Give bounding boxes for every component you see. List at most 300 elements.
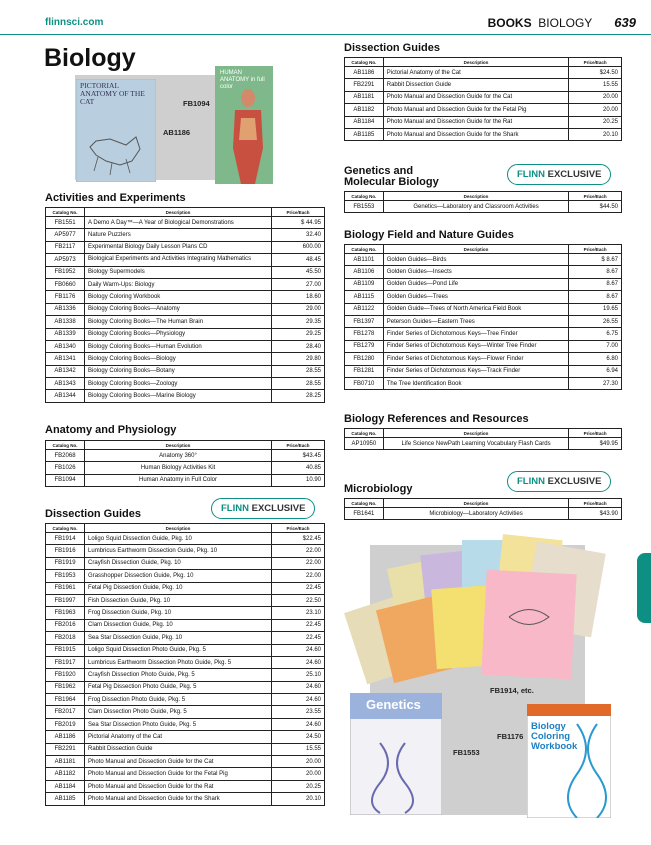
table-row: [345, 278, 622, 290]
price: 26.55: [569, 315, 622, 327]
human-book-title: HUMAN ANATOMY in full color: [220, 70, 265, 90]
price: 22.00: [271, 545, 324, 557]
description: Biology Coloring Books—Zoology: [85, 378, 272, 390]
description: Experimental Biology Daily Lesson Plans CD: [85, 241, 272, 253]
table-row: [46, 266, 325, 278]
price: 6.94: [569, 365, 622, 377]
description: Grasshopper Dissection Guide, Pkg. 10: [85, 570, 272, 582]
price: 22.45: [271, 619, 324, 631]
table-row: [345, 266, 622, 278]
catalog-number: FB2016: [46, 619, 85, 631]
section-title-dissection: Dissection Guides: [45, 508, 141, 520]
description: Photo Manual and Dissection Guide for the Fetal Pig: [383, 104, 569, 116]
catalog-number: FB2017: [46, 706, 85, 718]
price: 40.85: [271, 462, 324, 474]
price: 20.10: [271, 793, 324, 805]
header-section: BOOKS: [487, 16, 532, 30]
catalog-number: AP10950: [345, 438, 384, 450]
table-header-row: [345, 429, 622, 438]
image-label-fb1176: FB1176: [497, 732, 524, 741]
column-header-catalog: Catalog No.: [345, 58, 384, 67]
table-row: [46, 731, 325, 743]
description: Finder Series of Dichotomous Keys—Winter Tree Finder: [383, 340, 569, 352]
dissection-guides-table: [45, 523, 325, 806]
price: 24.60: [271, 644, 324, 656]
genetics-book-title: Genetics: [366, 697, 421, 712]
flinn-word: FLINN: [221, 503, 249, 514]
description: Clam Dissection Photo Guide, Pkg. 5: [85, 706, 272, 718]
table-row: [46, 450, 325, 462]
price: $43.90: [569, 508, 622, 520]
microbiology-table: [344, 498, 622, 520]
price: 25.10: [271, 669, 324, 681]
description: Biology Coloring Books—Anatomy: [85, 303, 272, 315]
description: Biology Coloring Books—Botany: [85, 365, 272, 377]
column-header-description: Description: [383, 192, 569, 201]
catalog-number: FB1964: [46, 694, 85, 706]
catalog-number: AB1182: [345, 104, 384, 116]
description: Nature Puzzlers: [85, 229, 272, 241]
table-row: [46, 768, 325, 780]
price: 24.60: [271, 694, 324, 706]
table-row: [345, 79, 622, 91]
catalog-number: AP5973: [46, 254, 85, 266]
page-title: Biology: [44, 44, 136, 72]
catalog-number: FB0710: [345, 377, 384, 389]
description: Golden Guides—Birds: [383, 254, 569, 266]
description: Biology Coloring Books—Human Evolution: [85, 340, 272, 352]
price: 32.40: [271, 229, 324, 241]
catalog-number: AB1343: [46, 378, 85, 390]
price: $24.50: [569, 67, 622, 79]
catalog-number: AB1342: [46, 365, 85, 377]
description: Pictorial Anatomy of the Cat: [85, 731, 272, 743]
price: 22.00: [271, 557, 324, 569]
catalog-number: FB1026: [46, 462, 85, 474]
genetics-title-line1: Genetics and: [344, 165, 414, 177]
table-row: [345, 365, 622, 377]
description: Life Science NewPath Learning Vocabulary Flash Cards: [383, 438, 569, 450]
price: 20.00: [271, 756, 324, 768]
column-header-price: Price/Each: [569, 58, 622, 67]
column-header-catalog: Catalog No.: [46, 441, 85, 450]
description: Biology Coloring Books—The Human Brain: [85, 316, 272, 328]
price: 29.35: [271, 316, 324, 328]
table-header-row: [345, 499, 622, 508]
genetics-table: [344, 191, 622, 213]
table-header-row: [46, 208, 325, 217]
description: Rabbit Dissection Guide: [85, 743, 272, 755]
references-table: [344, 428, 622, 450]
catalog-number: AB1184: [345, 116, 384, 128]
section-title-genetics: [344, 166, 439, 188]
price: 18.60: [271, 291, 324, 303]
price: 45.50: [271, 266, 324, 278]
description: Golden Guide—Trees of North America Field Book: [383, 303, 569, 315]
price: 22.50: [271, 594, 324, 606]
catalog-number: AP5977: [46, 229, 85, 241]
price: 24.50: [271, 731, 324, 743]
table-row: [46, 353, 325, 365]
image-label-fb1553: FB1553: [453, 748, 480, 757]
table-row: [345, 508, 622, 520]
catalog-number: AB1338: [46, 316, 85, 328]
catalog-number: FB1278: [345, 328, 384, 340]
price: 28.55: [271, 365, 324, 377]
description: Fetal Pig Dissection Guide, Pkg. 10: [85, 582, 272, 594]
column-header-catalog: Catalog No.: [46, 524, 85, 533]
price: $49.95: [569, 438, 622, 450]
price: $44.50: [569, 201, 622, 213]
catalog-number: FB2117: [46, 241, 85, 253]
price: 27.30: [569, 377, 622, 389]
table-row: [46, 582, 325, 594]
price: 20.00: [569, 104, 622, 116]
price: 28.40: [271, 340, 324, 352]
table-row: [46, 557, 325, 569]
table-row: [345, 254, 622, 266]
catalog-number: FB1914: [46, 533, 85, 545]
description: Frog Dissection Guide, Pkg. 10: [85, 607, 272, 619]
price: 23.10: [271, 607, 324, 619]
catalog-number: FB1397: [345, 315, 384, 327]
site-url[interactable]: flinnsci.com: [45, 17, 104, 28]
price: 28.25: [271, 390, 324, 402]
table-row: [46, 254, 325, 266]
price: 7.00: [569, 340, 622, 352]
table-row: [46, 780, 325, 792]
catalog-number: FB1176: [46, 291, 85, 303]
table-row: [46, 793, 325, 805]
table-row: [46, 316, 325, 328]
table-row: [46, 706, 325, 718]
price: 22.45: [271, 582, 324, 594]
table-row: [46, 328, 325, 340]
catalog-number: FB1094: [46, 474, 85, 486]
price: 24.60: [271, 681, 324, 693]
table-header-row: [345, 192, 622, 201]
catalog-number: AB1101: [345, 254, 384, 266]
description: The Tree Identification Book: [383, 377, 569, 389]
catalog-number: AB1185: [46, 793, 85, 805]
description: Crayfish Dissection Guide, Pkg. 10: [85, 557, 272, 569]
exclusive-word: EXCLUSIVE: [547, 476, 602, 487]
description: Peterson Guides—Eastern Trees: [383, 315, 569, 327]
description: Pictorial Anatomy of the Cat: [383, 67, 569, 79]
column-header-description: Description: [85, 208, 272, 217]
description: Rabbit Dissection Guide: [383, 79, 569, 91]
price: 29.80: [271, 353, 324, 365]
column-header-catalog: Catalog No.: [46, 208, 85, 217]
description: Photo Manual and Dissection Guide for the Shark: [85, 793, 272, 805]
catalog-number: AB1186: [345, 67, 384, 79]
table-row: [46, 619, 325, 631]
header-divider: [0, 34, 651, 35]
table-row: [345, 353, 622, 365]
description: A Demo A Day™—A Year of Biological Demonstrations: [85, 217, 272, 229]
image-label-fb1914: FB1914, etc.: [490, 686, 534, 695]
description: Human Biology Activities Kit: [85, 462, 272, 474]
table-row: [46, 533, 325, 545]
catalog-number: FB1952: [46, 266, 85, 278]
price: 29.00: [271, 303, 324, 315]
column-header-price: Price/Each: [569, 429, 622, 438]
table-row: [46, 607, 325, 619]
table-row: [345, 104, 622, 116]
exclusive-word: EXCLUSIVE: [251, 503, 306, 514]
table-row: [46, 278, 325, 290]
table-row: [46, 462, 325, 474]
description: Lumbricus Earthworm Dissection Guide, Pkg. 10: [85, 545, 272, 557]
catalog-number: FB1279: [345, 340, 384, 352]
table-row: [46, 545, 325, 557]
description: Fetal Pig Dissection Photo Guide, Pkg. 5: [85, 681, 272, 693]
catalog-number: AB1185: [345, 128, 384, 140]
price: 15.55: [569, 79, 622, 91]
anatomy-table: [45, 440, 325, 487]
column-header-description: Description: [383, 499, 569, 508]
description: Photo Manual and Dissection Guide for the Rat: [383, 116, 569, 128]
table-row: [46, 632, 325, 644]
description: Fish Dissection Guide, Pkg. 10: [85, 594, 272, 606]
catalog-number: FB1997: [46, 594, 85, 606]
table-row: [345, 377, 622, 389]
catalog-number: AB1122: [345, 303, 384, 315]
price: 20.00: [569, 91, 622, 103]
price: 8.67: [569, 278, 622, 290]
description: Human Anatomy in Full Color: [85, 474, 272, 486]
column-header-catalog: Catalog No.: [345, 499, 384, 508]
catalog-number: FB2068: [46, 450, 85, 462]
description: Clam Dissection Guide, Pkg. 10: [85, 619, 272, 631]
description: Microbiology—Laboratory Activities: [383, 508, 569, 520]
catalog-number: AB1115: [345, 291, 384, 303]
table-row: [345, 315, 622, 327]
description: Biology Coloring Books—Physiology: [85, 328, 272, 340]
price: 22.45: [271, 632, 324, 644]
table-row: [46, 656, 325, 668]
description: Photo Manual and Dissection Guide for the Rat: [85, 780, 272, 792]
table-row: [345, 91, 622, 103]
catalog-number: AB1344: [46, 390, 85, 402]
column-header-price: Price/Each: [271, 441, 324, 450]
price: 20.00: [271, 768, 324, 780]
price: 24.60: [271, 656, 324, 668]
table-row: [345, 291, 622, 303]
table-row: [46, 594, 325, 606]
catalog-number: FB1920: [46, 669, 85, 681]
table-row: [46, 378, 325, 390]
table-row: [345, 67, 622, 79]
table-row: [345, 128, 622, 140]
catalog-number: FB2291: [46, 743, 85, 755]
catalog-number: FB1916: [46, 545, 85, 557]
catalog-number: AB1341: [46, 353, 85, 365]
description: Photo Manual and Dissection Guide for the Shark: [383, 128, 569, 140]
column-header-description: Description: [383, 245, 569, 254]
catalog-number: FB1641: [345, 508, 384, 520]
catalog-number: AB1339: [46, 328, 85, 340]
catalog-number: AB1181: [46, 756, 85, 768]
price: 15.55: [271, 743, 324, 755]
table-row: [46, 241, 325, 253]
cat-book-title: PICTORIAL ANATOMY OF THE CAT: [80, 81, 145, 106]
column-header-description: Description: [383, 429, 569, 438]
price: $ 44.95: [271, 217, 324, 229]
price: 27.00: [271, 278, 324, 290]
catalog-number: FB1551: [46, 217, 85, 229]
table-row: [46, 229, 325, 241]
catalog-number: AB1340: [46, 340, 85, 352]
price: $22.45: [271, 533, 324, 545]
section-title-activities: Activities and Experiments: [45, 192, 186, 204]
catalog-number: AB1182: [46, 768, 85, 780]
table-row: [46, 718, 325, 730]
section-title-microbiology: Microbiology: [344, 483, 413, 495]
price: 24.60: [271, 718, 324, 730]
price: 28.55: [271, 378, 324, 390]
field-guides-table: [344, 244, 622, 390]
genetics-title-line2: Molecular Biology: [344, 176, 439, 188]
description: Genetics—Laboratory and Classroom Activities: [383, 201, 569, 213]
table-row: [46, 743, 325, 755]
catalog-number: AB1181: [345, 91, 384, 103]
table-row: [345, 328, 622, 340]
catalog-number: FB1280: [345, 353, 384, 365]
table-row: [46, 669, 325, 681]
catalog-number: FB2019: [46, 718, 85, 730]
column-header-description: Description: [383, 58, 569, 67]
description: Golden Guides—Insects: [383, 266, 569, 278]
flinn-exclusive-badge: [507, 471, 611, 492]
description: Lumbricus Earthworm Dissection Photo Guide, Pkg. 5: [85, 656, 272, 668]
description: Golden Guides—Trees: [383, 291, 569, 303]
column-header-catalog: Catalog No.: [345, 245, 384, 254]
coloring-book-title: Biology Coloring Workbook: [531, 721, 578, 752]
section-tab[interactable]: [637, 553, 651, 623]
image-label-ab1186: AB1186: [163, 128, 191, 137]
description: Biology Coloring Books—Marine Biology: [85, 390, 272, 402]
column-header-description: Description: [85, 441, 272, 450]
description: Finder Series of Dichotomous Keys—Flower Finder: [383, 353, 569, 365]
table-row: [345, 438, 622, 450]
column-header-price: Price/Each: [569, 192, 622, 201]
table-row: [46, 756, 325, 768]
table-row: [345, 303, 622, 315]
section-title-references: Biology References and Resources: [344, 413, 529, 425]
table-row: [46, 644, 325, 656]
flinn-word: FLINN: [517, 169, 545, 180]
price: 48.45: [271, 254, 324, 266]
catalog-number: FB2018: [46, 632, 85, 644]
header-subsection: BIOLOGY: [538, 16, 593, 30]
description: Crayfish Dissection Photo Guide, Pkg. 5: [85, 669, 272, 681]
price: $ 8.67: [569, 254, 622, 266]
column-header-price: Price/Each: [271, 524, 324, 533]
column-header-price: Price/Each: [271, 208, 324, 217]
price: 22.00: [271, 570, 324, 582]
column-header-catalog: Catalog No.: [345, 192, 384, 201]
price: 20.25: [271, 780, 324, 792]
catalog-number: AB1336: [46, 303, 85, 315]
price: 20.25: [569, 116, 622, 128]
catalog-number: FB1553: [345, 201, 384, 213]
column-header-price: Price/Each: [569, 245, 622, 254]
description: Biological Experiments and Activities Integrating Mathematics: [85, 254, 272, 266]
column-header-catalog: Catalog No.: [345, 429, 384, 438]
catalog-number: AB1184: [46, 780, 85, 792]
catalog-number: FB1953: [46, 570, 85, 582]
catalog-number: FB1281: [345, 365, 384, 377]
description: Anatomy 360°: [85, 450, 272, 462]
page-number: 639: [614, 15, 636, 30]
description: Biology Supermodels: [85, 266, 272, 278]
dissection-guides-right-table: [344, 57, 622, 141]
catalog-number: FB1963: [46, 607, 85, 619]
price: 20.10: [569, 128, 622, 140]
description: Biology Coloring Books—Biology: [85, 353, 272, 365]
table-row: [46, 390, 325, 402]
table-row: [46, 340, 325, 352]
section-title-field-guides: Biology Field and Nature Guides: [344, 229, 514, 241]
table-row: [46, 694, 325, 706]
section-title-anatomy: Anatomy and Physiology: [45, 424, 177, 436]
description: Sea Star Dissection Photo Guide, Pkg. 5: [85, 718, 272, 730]
description: Sea Star Dissection Guide, Pkg. 10: [85, 632, 272, 644]
section-title-dissection-right: Dissection Guides: [344, 42, 440, 54]
price: 19.65: [569, 303, 622, 315]
flinn-word: FLINN: [517, 476, 545, 487]
catalog-number: FB1919: [46, 557, 85, 569]
description: Frog Dissection Photo Guide, Pkg. 5: [85, 694, 272, 706]
catalog-number: FB1915: [46, 644, 85, 656]
flinn-exclusive-badge: [507, 164, 611, 185]
table-row: [46, 291, 325, 303]
table-header-row: [46, 441, 325, 450]
catalog-number: FB0660: [46, 278, 85, 290]
price: 6.75: [569, 328, 622, 340]
catalog-number: FB2291: [345, 79, 384, 91]
price: $43.45: [271, 450, 324, 462]
description: Loligo Squid Dissection Guide, Pkg. 10: [85, 533, 272, 545]
table-row: [46, 570, 325, 582]
catalog-number: FB1962: [46, 681, 85, 693]
table-header-row: [345, 58, 622, 67]
description: Golden Guides—Pond Life: [383, 278, 569, 290]
price: 6.80: [569, 353, 622, 365]
activities-table: [45, 207, 325, 403]
table-row: [345, 116, 622, 128]
description: Finder Series of Dichotomous Keys—Tree Finder: [383, 328, 569, 340]
table-row: [345, 201, 622, 213]
table-row: [46, 474, 325, 486]
description: Photo Manual and Dissection Guide for the Cat: [85, 756, 272, 768]
description: Daily Warm-Ups: Biology: [85, 278, 272, 290]
page-header: [488, 15, 636, 30]
table-row: [46, 681, 325, 693]
catalog-number: AB1106: [345, 266, 384, 278]
table-row: [345, 340, 622, 352]
table-header-row: [345, 245, 622, 254]
price: 8.67: [569, 266, 622, 278]
price: 600.00: [271, 241, 324, 253]
catalog-number: AB1186: [46, 731, 85, 743]
image-label-fb1094: FB1094: [183, 99, 210, 108]
table-row: [46, 303, 325, 315]
catalog-number: AB1109: [345, 278, 384, 290]
table-row: [46, 365, 325, 377]
exclusive-word: EXCLUSIVE: [547, 169, 602, 180]
